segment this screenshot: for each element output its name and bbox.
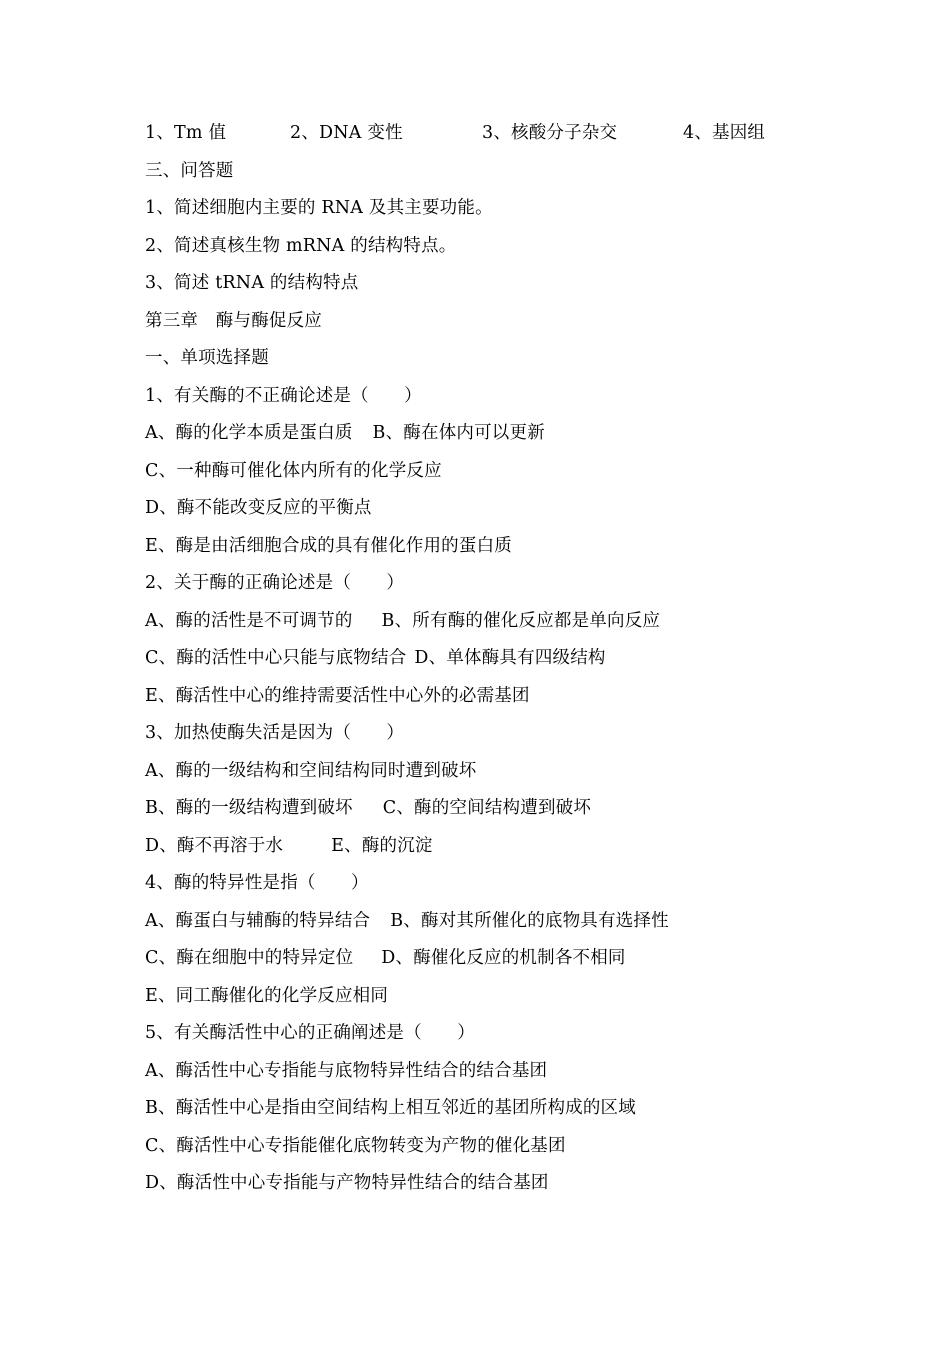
mc-question-stem: 5、有关酶活性中心的正确阐述是（ ） [145,1023,475,1043]
mc-question-stem: 1、有关酶的不正确论述是（ ） [145,385,422,406]
terms-line [145,118,865,156]
option-line [145,418,865,456]
option: B、酶对其所催化的底物具有选择性 [390,910,669,931]
option-line: B、酶活性中心是指由空间结构上相互邻近的基团所构成的区域 [145,1098,636,1118]
option-line: D、酶活性中心专指能与产物特异性结合的结合基团 [145,1173,549,1193]
option-line [145,906,865,944]
option: B、酶的一级结构遭到破坏 [145,798,353,818]
option-line [145,831,865,869]
option-line: E、酶活性中心的维持需要活性中心外的必需基团 [145,685,530,706]
option-line: A、酶的一级结构和空间结构同时遭到破坏 [145,760,477,781]
option: A、酶的化学本质是蛋白质 [145,423,353,443]
option: C、酶的活性中心只能与底物结合 [145,648,407,668]
chapter-heading: 第三章 酶与酶促反应 [145,310,322,331]
option-line: E、酶是由活细胞合成的具有催化作用的蛋白质 [145,535,512,556]
option-line: C、一种酶可催化体内所有的化学反应 [145,460,442,481]
mc-question-stem: 2、关于酶的正确论述是（ ） [145,573,405,593]
option: D、酶催化反应的机制各不相同 [381,948,626,968]
qa-question-2: 2、简述真核生物 mRNA 的结构特点。 [145,235,457,256]
term-3: 3、核酸分子杂交 [482,123,618,143]
term-4: 4、基因组 [683,123,766,143]
option: D、单体酶具有四级结构 [414,648,606,668]
document-content [145,118,865,1206]
option: C、酶的空间结构遭到破坏 [382,798,592,818]
option: B、所有酶的催化反应都是单向反应 [381,610,661,631]
section-heading-mc: 一、单项选择题 [145,348,269,368]
option: A、酶蛋白与辅酶的特异结合 [145,910,371,931]
option: A、酶的活性是不可调节的 [145,610,353,631]
mc-question-stem: 3、加热使酶失活是因为（ ） [145,723,405,743]
option-line: E、同工酶催化的化学反应相同 [145,985,389,1006]
option: D、酶不再溶于水 [145,835,284,856]
option: E、酶的沉淀 [331,835,433,856]
term-2: 2、DNA 变性 [290,123,403,143]
section-heading-qa: 三、问答题 [145,160,234,181]
option-line [145,793,865,831]
mc-question-stem: 4、酶的特异性是指（ ） [145,873,369,893]
option-line: C、酶活性中心专指能催化底物转变为产物的催化基团 [145,1135,566,1156]
term-1: 1、Tm 值 [145,123,227,143]
option: B、酶在体内可以更新 [372,423,545,443]
option-line: A、酶活性中心专指能与底物特异性结合的结合基团 [145,1060,548,1081]
option-line [145,643,865,681]
option: C、酶在细胞中的特异定位 [145,948,354,968]
qa-question-1: 1、简述细胞内主要的 RNA 及其主要功能。 [145,198,493,218]
option-line [145,943,865,981]
qa-question-3: 3、简述 tRNA 的结构特点 [145,273,359,293]
option-line: D、酶不能改变反应的平衡点 [145,498,372,518]
option-line [145,606,865,644]
